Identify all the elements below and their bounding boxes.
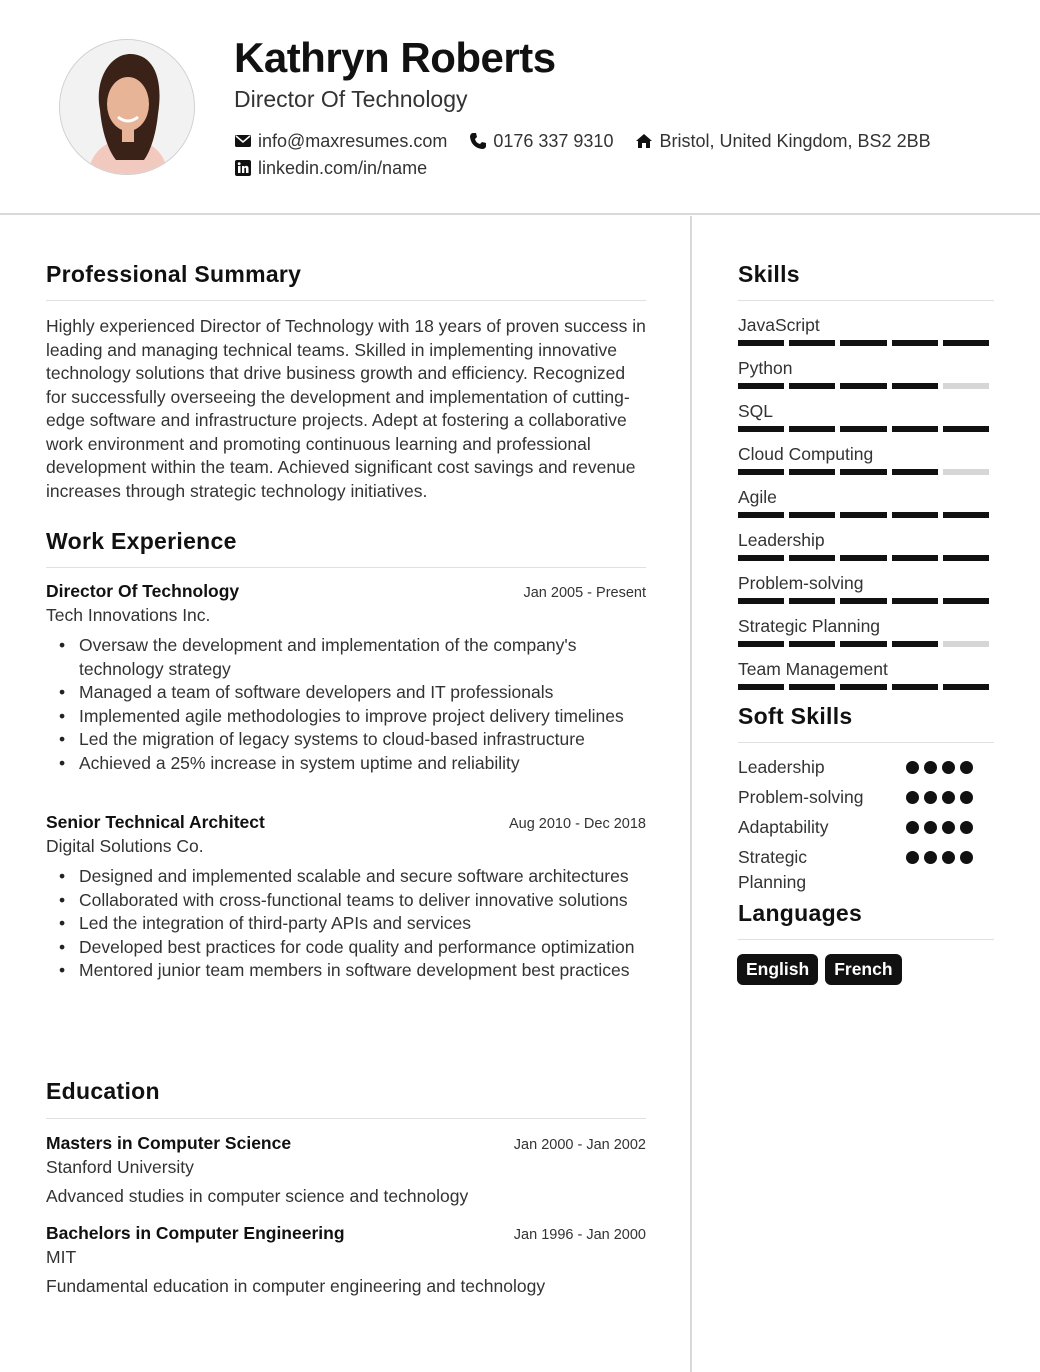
summary-heading: Professional Summary	[46, 261, 302, 287]
skill-level-segment	[892, 684, 938, 690]
job-bullet: • Collaborated with cross-functional teams to deliver innovative solutions	[79, 889, 646, 913]
skill-level-segment	[943, 383, 989, 389]
soft-skill-item	[738, 755, 994, 780]
job-bullet: • Implemented agile methodologies to improve project delivery timelines	[79, 705, 646, 729]
phone-text[interactable]: 0176 337 9310	[493, 130, 614, 151]
soft-skill-name: Strategic Planning	[738, 847, 808, 892]
education-description: Advanced studies in computer science and technology	[46, 1186, 469, 1206]
phone-contact[interactable]	[469, 131, 613, 152]
skill-level-bar	[738, 641, 994, 647]
skill-level-segment	[840, 383, 886, 389]
education-entry	[46, 1133, 646, 1207]
skill-level-segment	[789, 426, 835, 432]
soft-skill-dot	[924, 821, 937, 834]
skill-level-segment	[738, 383, 784, 389]
skill-level-segment	[789, 512, 835, 518]
soft-skill-dots	[906, 821, 978, 834]
soft-skill-dot	[942, 821, 955, 834]
soft-skill-item	[738, 845, 994, 895]
education-header	[46, 1223, 646, 1244]
skill-name: Cloud Computing	[738, 444, 874, 464]
skill-level-bar	[738, 684, 994, 690]
address-text: Bristol, United Kingdom, BS2 2BB	[659, 130, 931, 151]
skill-level-segment	[943, 641, 989, 647]
summary-rule	[46, 300, 646, 301]
job-bullets	[79, 865, 646, 983]
job-bullet: • Oversaw the development and implementation of the company's technology strategy	[79, 634, 646, 681]
contact-info	[234, 130, 1014, 184]
skill-item	[738, 487, 994, 518]
skill-level-segment	[943, 426, 989, 432]
skill-level-segment	[789, 684, 835, 690]
education-header	[46, 1133, 646, 1154]
linkedin-contact[interactable]	[234, 158, 427, 179]
education-dates: Jan 2000 - Jan 2002	[513, 1137, 646, 1153]
job-company: Tech Innovations Inc.	[46, 605, 211, 625]
skill-level-segment	[789, 598, 835, 604]
soft-skill-dot	[906, 821, 919, 834]
skill-item	[738, 315, 994, 346]
skill-level-segment	[892, 512, 938, 518]
skill-level-segment	[943, 512, 989, 518]
job-title: Director Of Technology	[46, 581, 240, 601]
soft-skill-dot	[906, 761, 919, 774]
resume-header	[0, 0, 1040, 215]
education-heading: Education	[46, 1078, 160, 1104]
summary-text: Highly experienced Director of Technology with 18 years of proven success in leading and managing technical teams. Skilled in implementing innovative technology solutions that drive business growth and efficiency. Recognized for successfully overseeing the development and implementation of cutting-edge software and infrastructure projects. Adept at fostering a collaborative work environment and promoting continuous learning and professional development within the team. Achieved significant cost savings and revenue increases through strategic technology initiatives.	[46, 316, 646, 501]
skill-level-bar	[738, 469, 994, 475]
profile-photo	[59, 39, 195, 175]
job-title: Senior Technical Architect	[46, 812, 265, 832]
skill-name: JavaScript	[738, 315, 820, 335]
column-divider	[690, 216, 692, 1372]
soft-skill-dot	[924, 791, 937, 804]
skill-item	[738, 616, 994, 647]
skill-name: Leadership	[738, 530, 825, 550]
skill-item	[738, 358, 994, 389]
education-entry	[46, 1223, 646, 1297]
skill-level-bar	[738, 340, 994, 346]
soft-skill-dot	[942, 761, 955, 774]
education-dates: Jan 1996 - Jan 2000	[513, 1227, 646, 1243]
experience-rule	[46, 567, 646, 568]
candidate-name: Kathryn Roberts	[234, 34, 556, 81]
contact-row	[234, 130, 1014, 152]
skill-level-segment	[943, 555, 989, 561]
skill-level-segment	[943, 340, 989, 346]
soft-skills-heading: Soft Skills	[738, 703, 853, 729]
skill-level-segment	[840, 469, 886, 475]
email-text[interactable]: info@maxresumes.com	[258, 130, 448, 151]
skill-level-segment	[943, 469, 989, 475]
job-bullet: • Led the integration of third-party APIs and services	[79, 912, 646, 936]
soft-skill-item	[738, 785, 994, 810]
job-dates: Jan 2005 - Present	[523, 585, 646, 601]
soft-skill-dot	[960, 851, 973, 864]
skill-level-segment	[892, 469, 938, 475]
skill-level-segment	[840, 426, 886, 432]
job-bullet: • Led the migration of legacy systems to cloud-based infrastructure	[79, 728, 646, 752]
soft-skill-dots	[906, 791, 978, 804]
linkedin-icon	[234, 159, 252, 177]
soft-skill-dot	[942, 851, 955, 864]
skill-name: Strategic Planning	[738, 616, 881, 636]
job-dates: Aug 2010 - Dec 2018	[508, 816, 646, 832]
education-description: Fundamental education in computer engineering and technology	[46, 1276, 546, 1296]
skill-item	[738, 573, 994, 604]
linkedin-text[interactable]: linkedin.com/in/name	[258, 157, 428, 178]
skill-level-segment	[738, 555, 784, 561]
job-bullet: • Managed a team of software developers and IT professionals	[79, 681, 646, 705]
skill-level-segment	[738, 426, 784, 432]
soft-skill-dot	[924, 851, 937, 864]
profile-photo-icon	[60, 40, 195, 175]
soft-skill-name: Leadership	[738, 757, 825, 777]
soft-skill-name: Problem-solving	[738, 787, 864, 807]
skills-heading: Skills	[738, 261, 800, 287]
skill-level-segment	[840, 555, 886, 561]
skill-level-segment	[840, 512, 886, 518]
skill-item	[738, 530, 994, 561]
skill-level-segment	[738, 641, 784, 647]
skill-level-bar	[738, 426, 994, 432]
soft-skill-dot	[960, 821, 973, 834]
degree-title: Bachelors in Computer Engineering	[46, 1223, 345, 1243]
skill-level-segment	[738, 340, 784, 346]
skill-level-segment	[892, 598, 938, 604]
contact-row	[234, 157, 1014, 179]
skill-level-bar	[738, 512, 994, 518]
candidate-title: Director Of Technology	[234, 86, 468, 112]
skill-level-segment	[892, 555, 938, 561]
skill-name: Agile	[738, 487, 777, 507]
skill-name: SQL	[738, 401, 774, 421]
skill-level-segment	[840, 684, 886, 690]
skill-level-segment	[892, 426, 938, 432]
skill-level-segment	[840, 598, 886, 604]
job-bullet: • Achieved a 25% increase in system uptime and reliability	[79, 752, 646, 776]
education-rule	[46, 1118, 646, 1119]
skill-level-segment	[943, 598, 989, 604]
soft-skill-name: Adaptability	[738, 817, 829, 837]
language-list	[737, 954, 909, 985]
skill-level-segment	[892, 641, 938, 647]
skill-level-segment	[943, 684, 989, 690]
job-entry	[46, 812, 646, 983]
soft-skill-dots	[906, 851, 978, 864]
soft-skill-dot	[906, 851, 919, 864]
soft-skill-dots	[906, 761, 978, 774]
skill-level-segment	[738, 512, 784, 518]
experience-heading: Work Experience	[46, 528, 237, 554]
degree-title: Masters in Computer Science	[46, 1133, 292, 1153]
skill-level-bar	[738, 598, 994, 604]
job-bullets	[79, 634, 646, 775]
job-bullet: • Designed and implemented scalable and secure software architectures	[79, 865, 646, 889]
school-name: MIT	[46, 1247, 77, 1267]
soft-skill-dot	[960, 761, 973, 774]
skill-level-segment	[789, 641, 835, 647]
job-company: Digital Solutions Co.	[46, 836, 204, 856]
soft-skill-dot	[924, 761, 937, 774]
address-contact	[635, 131, 930, 152]
skill-level-segment	[789, 469, 835, 475]
skill-level-segment	[789, 383, 835, 389]
school-name: Stanford University	[46, 1157, 194, 1177]
job-entry	[46, 581, 646, 775]
skill-name: Problem-solving	[738, 573, 864, 593]
skill-item	[738, 659, 994, 690]
skill-level-bar	[738, 383, 994, 389]
skill-level-bar	[738, 555, 994, 561]
home-icon	[635, 132, 653, 150]
skill-name: Python	[738, 358, 793, 378]
phone-icon	[469, 132, 487, 150]
skill-level-segment	[892, 340, 938, 346]
job-bullet: • Mentored junior team members in software development best practices	[79, 959, 646, 983]
skill-item	[738, 444, 994, 475]
soft-skill-dot	[942, 791, 955, 804]
skill-level-segment	[789, 340, 835, 346]
skill-level-segment	[738, 469, 784, 475]
soft-skill-item	[738, 815, 994, 840]
skill-level-segment	[840, 641, 886, 647]
skill-level-segment	[789, 555, 835, 561]
languages-heading: Languages	[738, 900, 863, 926]
skill-level-segment	[892, 383, 938, 389]
language-badge: English	[737, 954, 818, 985]
skill-level-segment	[840, 340, 886, 346]
skill-item	[738, 401, 994, 432]
envelope-icon	[234, 132, 252, 150]
soft-skills-rule	[738, 742, 994, 743]
soft-skill-dot	[906, 791, 919, 804]
skill-level-segment	[738, 684, 784, 690]
job-bullet: • Developed best practices for code quality and performance optimization	[79, 936, 646, 960]
skill-name: Team Management	[738, 659, 888, 679]
soft-skill-dot	[960, 791, 973, 804]
skill-level-segment	[738, 598, 784, 604]
languages-rule	[738, 939, 994, 940]
job-header	[46, 812, 646, 833]
skills-rule	[738, 300, 994, 301]
email-contact[interactable]	[234, 131, 447, 152]
language-badge: French	[825, 954, 901, 985]
job-header	[46, 581, 646, 602]
